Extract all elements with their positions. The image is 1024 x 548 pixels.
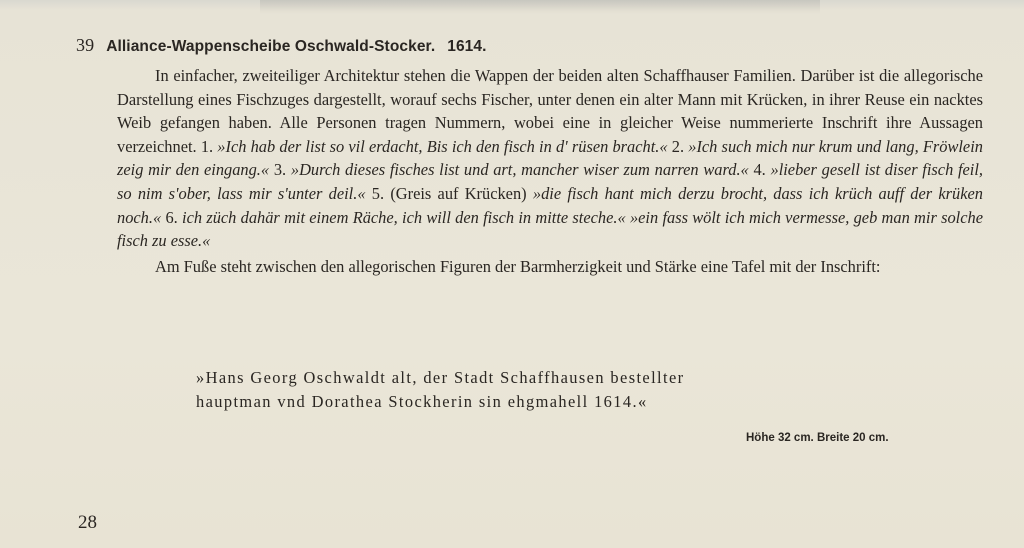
quote-1: »Ich hab der list so vil erdacht, Bis ich den fisch in d' rüsen bracht.« — [217, 136, 668, 156]
page-number: 28 — [78, 512, 97, 533]
entry-year: 1614. — [447, 38, 487, 55]
entry-heading — [76, 35, 487, 56]
inscription-line-2: hauptman vnd Dorathea Stockherin sin ehgmahell 1614.« — [196, 392, 648, 411]
quote-3: »Durch dieses fisches list und art, mancher wiser zum narren ward.« — [290, 160, 749, 180]
footer-paragraph: Am Fuße steht zwischen den allegorischen Figuren der Barmherzigkeit und Stärke eine Tafel mit der Inschrift: — [155, 256, 881, 276]
quote-7: »ein fass wölt ich mich vermesse, geb man mir solche fisch zu esse.« — [117, 207, 983, 251]
quote-number-5: 5. (Greis auf Krücken) — [371, 183, 527, 203]
page-shadow — [260, 0, 820, 14]
dimensions: Höhe 32 cm. Breite 20 cm. — [746, 432, 889, 444]
quote-number-1: 1. — [200, 136, 214, 156]
quote-5: »die fisch hant mich derzu brocht, dass ich krüch auff der krüken noch.« — [117, 183, 983, 227]
description-intro: In einfacher, zweiteiliger Architektur stehen die Wappen der beiden alten Schaffhauser Familien. Darüber ist die allegorische Darstellung eines Fischzuges dargestellt, worauf sechs Fischer, unter denen ein alter Mann mit Krücken, in ihrer Reuse ein nacktes Weib gefangen haben. Alle Personen tragen Nummern, wobei eine in gleicher Weise nummerierte Inschrift ihre Aussagen verzeichnet. — [117, 66, 983, 156]
quote-4: »lieber gesell ist diser fisch feil, so nim s'ober, lass mir s'unter deil.« — [117, 160, 984, 203]
entry-number: 39 — [76, 35, 95, 55]
inscription-line-1: »Hans Georg Oschwaldt alt, der Stadt Schaffhausen bestellter — [196, 368, 685, 387]
quote-number-4: 4. — [753, 160, 766, 180]
quote-number-6: 6. — [165, 207, 178, 227]
quote-6: ich züch dahär mit einem Räche, ich will den fisch in mitte steche.« — [182, 207, 626, 227]
inscription-block — [196, 366, 685, 414]
quote-number-2: 2. — [671, 136, 685, 156]
entry-title: Alliance-Wappenscheibe Oschwald-Stocker. — [106, 38, 436, 55]
entry-description — [117, 64, 983, 278]
quote-2: »Ich such mich nur krum und lang, Fröwlein zeig mir den eingang.« — [117, 136, 983, 180]
quote-number-3: 3. — [273, 160, 287, 180]
description-paragraph — [117, 64, 983, 253]
